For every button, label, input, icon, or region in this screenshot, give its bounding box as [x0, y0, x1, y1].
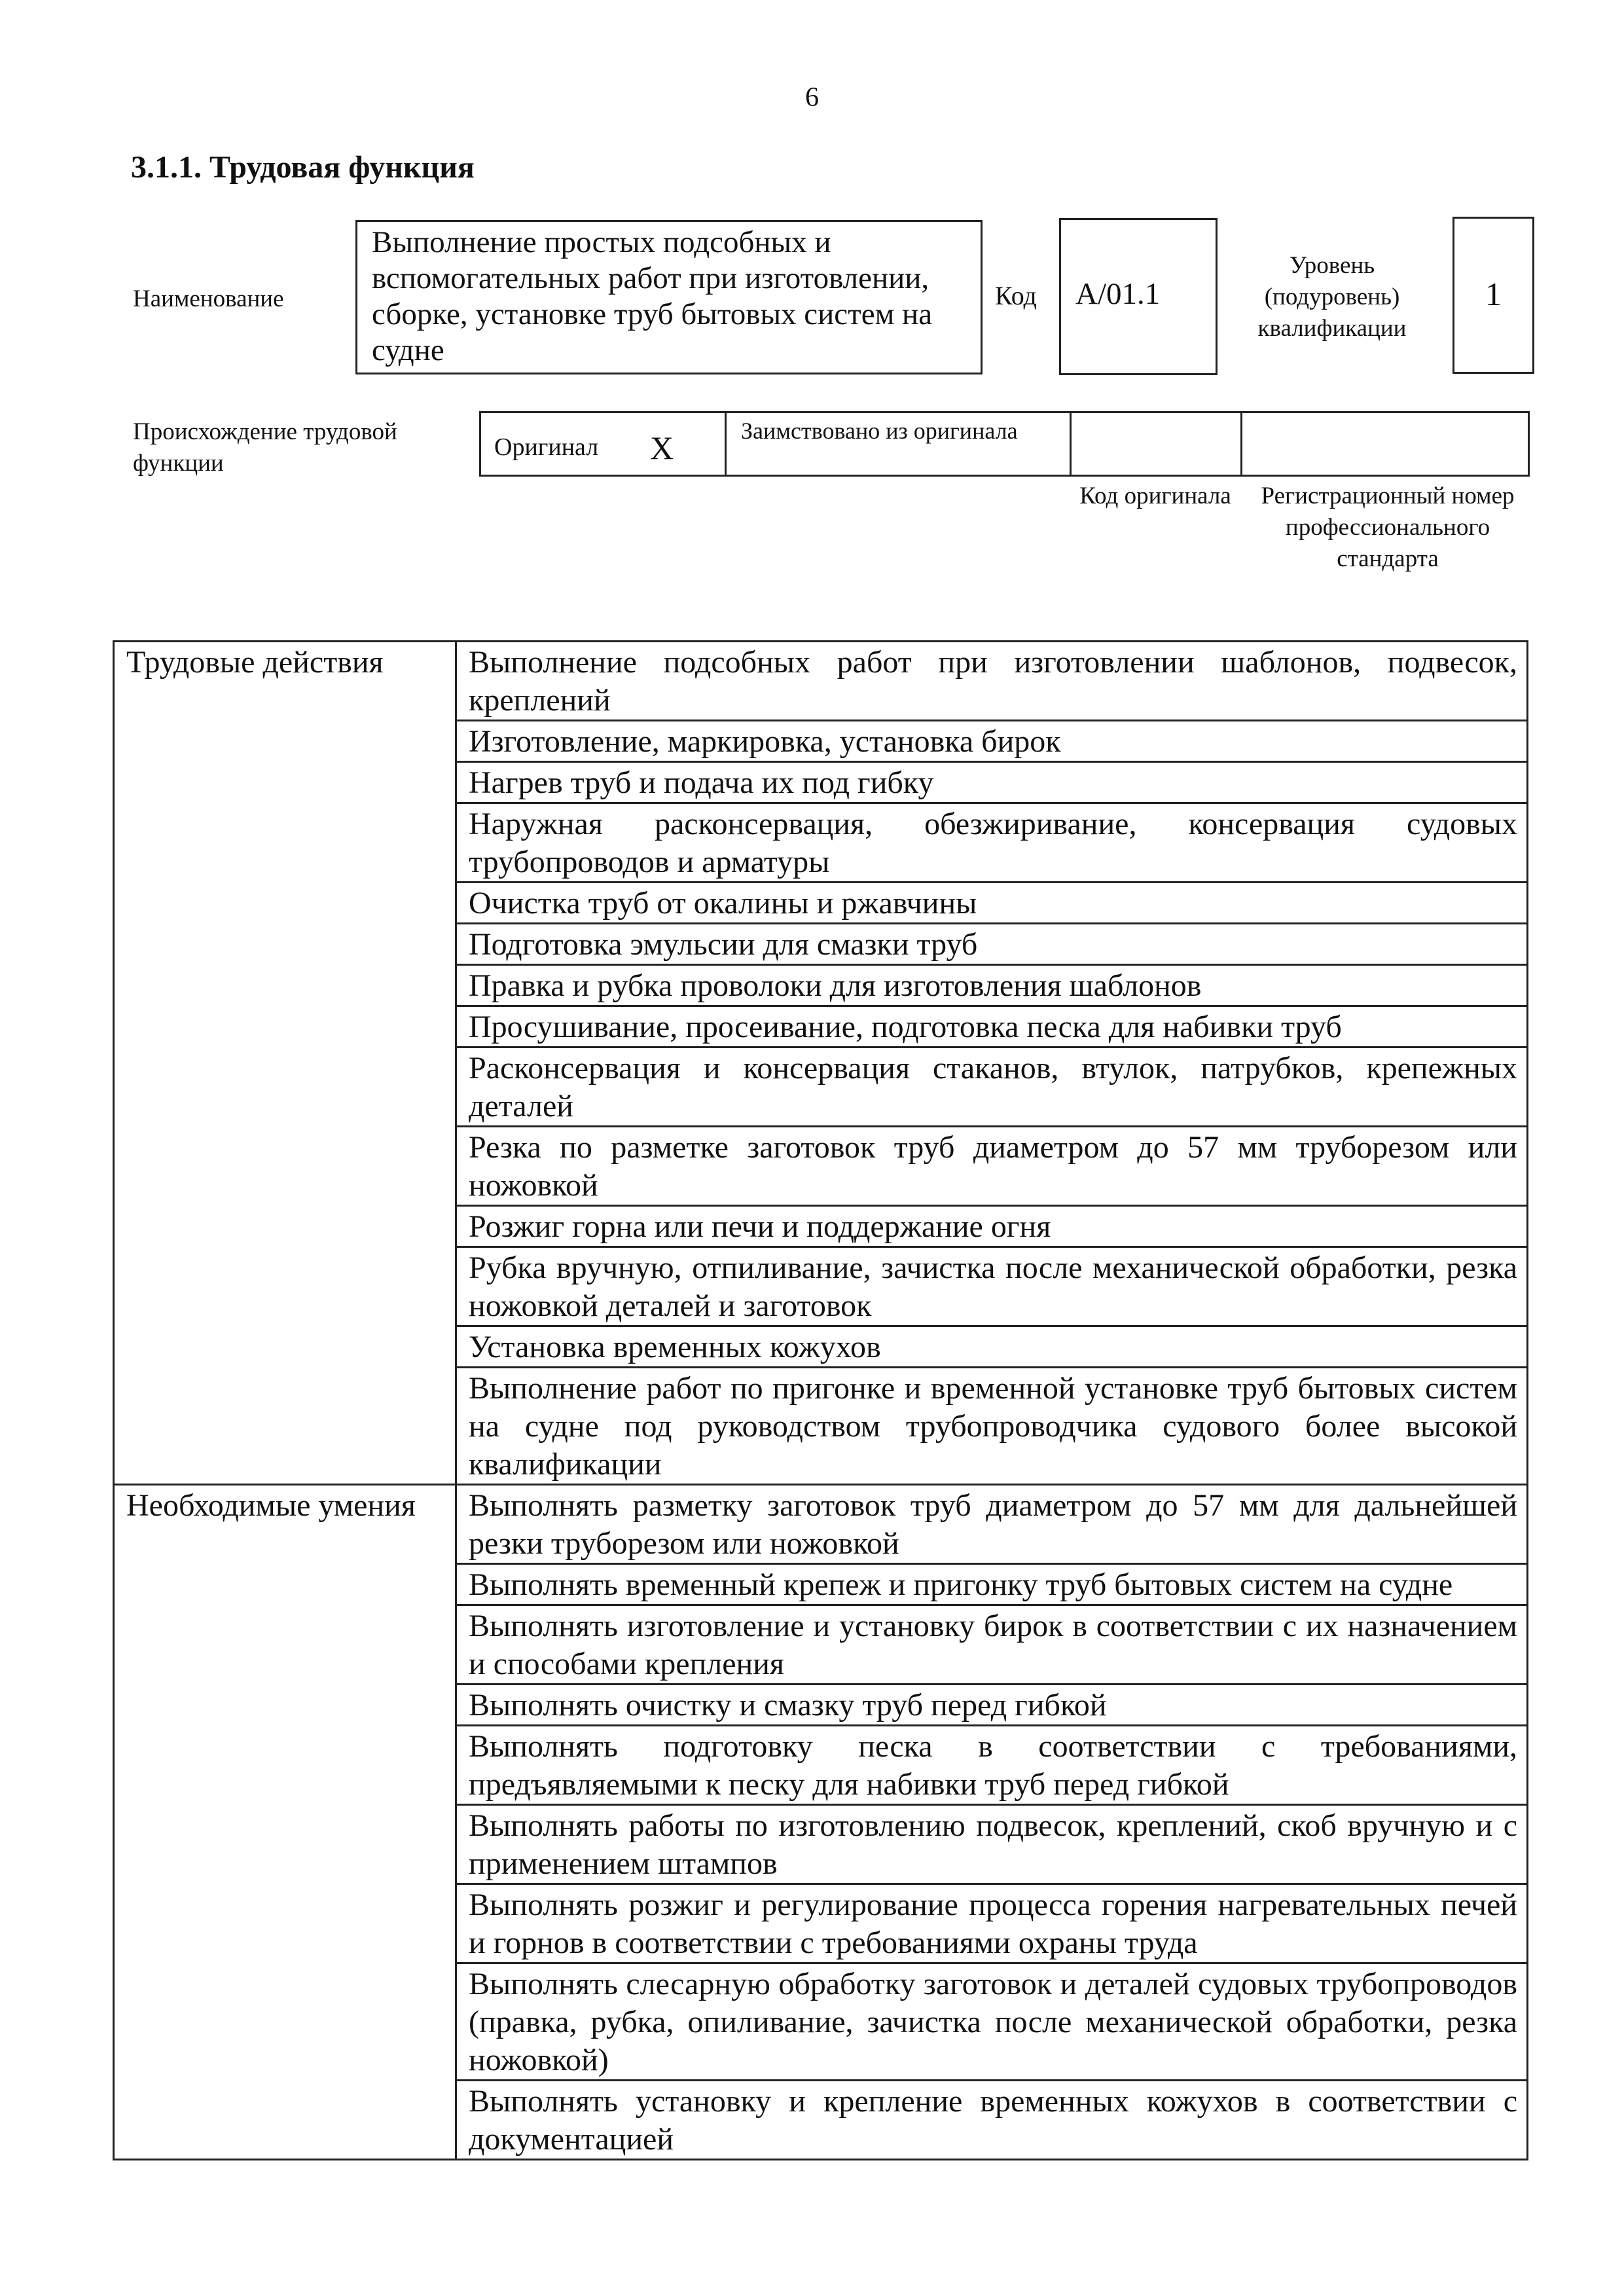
section-heading: 3.1.1. Трудовая функция: [131, 150, 475, 185]
code-value: A/01.1: [1059, 218, 1218, 375]
table-row: [114, 642, 1528, 721]
item-cell: Рубка вручную, отпиливание, зачистка после механической обработки, резка ножовкой деталей и заготовок: [456, 1247, 1528, 1326]
code-original-cell: [1070, 411, 1242, 477]
item-cell: Правка и рубка проволоки для изготовления шаблонов: [456, 965, 1528, 1006]
table-row: [114, 1485, 1528, 1564]
item-cell: Выполнять разметку заготовок труб диаметром до 57 мм для дальнейшей резки труборезом или ножовкой: [456, 1485, 1528, 1564]
name-label: Наименование: [133, 285, 284, 312]
item-cell: Выполнять установку и крепление временных кожухов в соответствии с документацией: [456, 2081, 1528, 2160]
category-cell: Трудовые действия: [114, 642, 456, 1485]
reg-number-cell: [1240, 411, 1530, 477]
code-original-caption: Код оригинала: [1079, 483, 1231, 509]
page-number: 6: [805, 82, 819, 113]
item-cell: Изготовление, маркировка, установка бирок: [456, 721, 1528, 762]
item-cell: Установка временных кожухов: [456, 1326, 1528, 1368]
item-cell: Очистка труб от окалины и ржавчины: [456, 883, 1528, 924]
item-cell: Розжиг горна или печи и поддержание огня: [456, 1206, 1528, 1247]
borrowed-label: Заимствовано из оригинала: [725, 411, 1072, 477]
reg-number-caption: Регистрационный номер профессионального стандарта: [1261, 483, 1515, 572]
item-cell: Выполнять очистку и смазку труб перед гибкой: [456, 1685, 1528, 1726]
item-cell: Наружная расконсервация, обезжиривание, консервация судовых трубопроводов и арматуры: [456, 803, 1528, 883]
item-cell: Расконсервация и консервация стаканов, втулок, патрубков, крепежных деталей: [456, 1048, 1528, 1127]
name-value: Выполнение простых подсобных и вспомогательных работ при изготовлении, сборке, установке труб бытовых систем на судне: [355, 220, 983, 374]
code-label: Код: [995, 281, 1037, 310]
origin-label: Происхождение трудовой функции: [133, 418, 397, 477]
original-label: Оригинал: [494, 433, 599, 461]
item-cell: Резка по разметке заготовок труб диаметром до 57 мм труборезом или ножовкой: [456, 1127, 1528, 1206]
item-cell: Выполнять временный крепеж и пригонку труб бытовых систем на судне: [456, 1564, 1528, 1605]
original-cell: [479, 411, 727, 477]
category-cell: Необходимые умения: [114, 1485, 456, 2160]
function-table: [113, 640, 1528, 2160]
item-cell: Выполнение подсобных работ при изготовлении шаблонов, подвесок, креплений: [456, 642, 1528, 721]
original-mark: X: [650, 429, 674, 466]
item-cell: Нагрев труб и подача их под гибку: [456, 762, 1528, 803]
item-cell: Выполнять розжиг и регулирование процесса горения нагревательных печей и горнов в соответствии с требованиями охраны труда: [456, 1884, 1528, 1963]
level-value: 1: [1453, 217, 1534, 374]
item-cell: Подготовка эмульсии для смазки труб: [456, 924, 1528, 965]
item-cell: Выполнять изготовление и установку бирок в соответствии с их назначением и способами крепления: [456, 1605, 1528, 1685]
item-cell: Выполнение работ по пригонке и временной установке труб бытовых систем на судне под руководством трубопроводчика судового более высокой квалификации: [456, 1368, 1528, 1485]
item-cell: Выполнять работы по изготовлению подвесок, креплений, скоб вручную и с применением штампов: [456, 1805, 1528, 1884]
item-cell: Выполнять подготовку песка в соответствии с требованиями, предъявляемыми к песку для набивки труб перед гибкой: [456, 1726, 1528, 1805]
item-cell: Просушивание, просеивание, подготовка песка для набивки труб: [456, 1006, 1528, 1048]
item-cell: Выполнять слесарную обработку заготовок и деталей судовых трубопроводов (правка, рубка, опиливание, зачистка после механической обработки, резка ножовкой): [456, 1963, 1528, 2081]
level-label: Уровень (подуровень) квалификации: [1257, 252, 1407, 342]
